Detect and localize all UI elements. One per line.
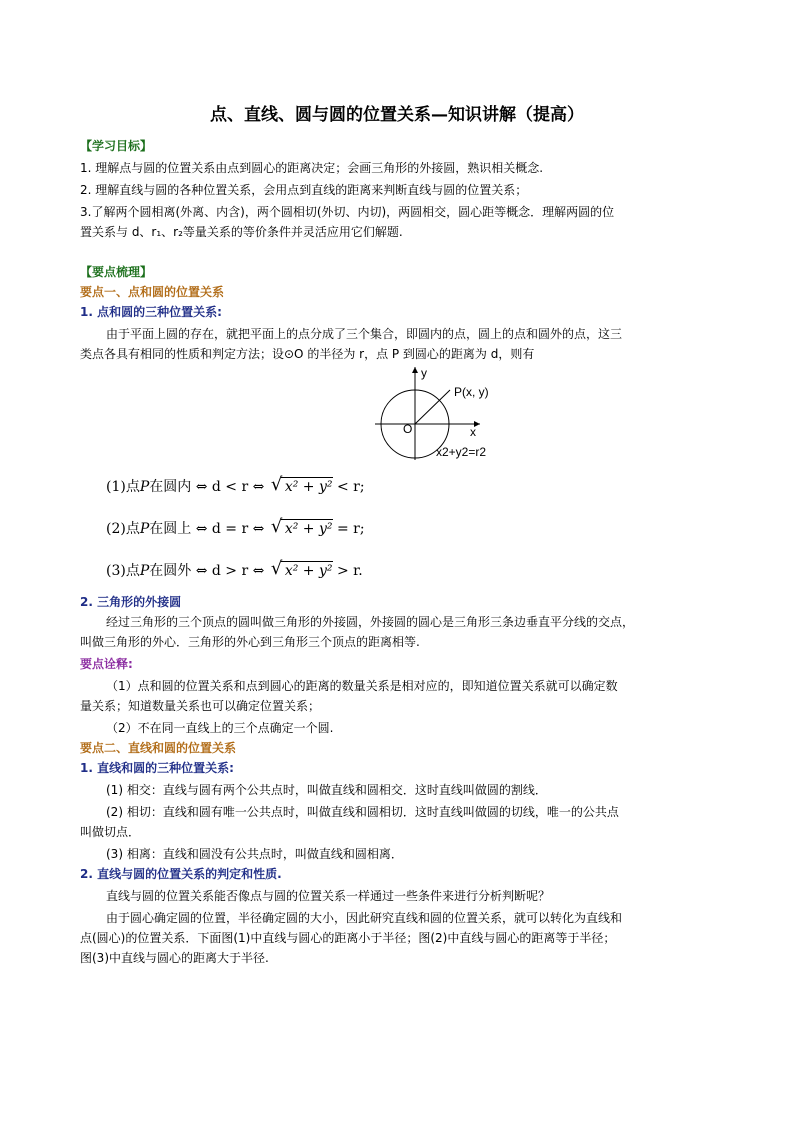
formula-on-point: P: [139, 521, 150, 537]
diagram-x-label: x: [470, 425, 476, 439]
sqrt-expression: √ x² + y²: [270, 474, 333, 495]
diagram-equation-label: x2+y2=r2: [436, 445, 487, 459]
formula-inside-relation: ⇔ d < r ⇔: [195, 479, 265, 495]
page-title: 点、直线、圆与圆的位置关系—知识讲解（提高）: [210, 105, 584, 125]
section2-para2-line3: 图(3)中直线与圆心的距离大于半径.: [80, 951, 269, 965]
formula-outside-relation: ⇔ d > r ⇔: [195, 563, 265, 579]
goal-item-1: 1. 理解点与圆的位置关系由点到圆心的距离决定；会画三角形的外接圆，熟识相关概念.: [80, 161, 544, 175]
formula-outside: [106, 560, 363, 582]
section2-sub2: 2. 直线与圆的位置关系的判定和性质.: [80, 867, 282, 881]
section2-item3: (3) 相离：直线和圆没有公共点时，叫做直线和圆相离．: [106, 847, 403, 861]
section2-sub1: 1. 直线和圆的三种位置关系:: [80, 761, 234, 775]
section2-para2-line2: 点(圆心)的位置关系．下面图(1)中直线与圆心的距离小于半径；图(2)中直线与圆心的距离等于半径；: [80, 931, 616, 945]
sqrt-expression: √ x² + y²: [270, 516, 333, 537]
sqrt-expression: √ x² + y²: [270, 558, 333, 579]
formula-inside-tail: < r;: [336, 479, 365, 495]
formula-on-place: 在圆上: [149, 521, 192, 537]
formula-outside-place: 在圆外: [149, 563, 192, 579]
section2-title: 要点二、直线和圆的位置关系: [80, 741, 237, 755]
formula-on-tail: = r;: [336, 521, 365, 537]
formula-on: [106, 518, 365, 540]
goal-item-2: 2. 理解直线与圆的各种位置关系，会用点到直线的距离来判断直线与圆的位置关系；: [80, 183, 528, 197]
formula-outside-prefix: (3)点: [106, 563, 140, 579]
formula-inside-prefix: (1)点: [106, 479, 140, 495]
section1-sub2-line2: 叫做三角形的外心．三角形的外心到三角形三个顶点的距离相等.: [80, 635, 420, 649]
formula-inside: [106, 476, 365, 498]
note-2: （2）不在同一直线上的三个点确定一个圆.: [106, 721, 334, 735]
diagram-point-label: P(x, y): [454, 385, 489, 399]
section2-item2-line2: 叫做切点．: [80, 825, 141, 839]
note-1-line1: （1）点和圆的位置关系和点到圆心的距离的数量关系是相对应的，即知道位置关系就可以确定数: [106, 679, 618, 693]
section1-para-line1: 由于平面上圆的存在，就把平面上的点分成了三个集合，即圆内的点，圆上的点和圆外的点，这三: [106, 327, 623, 341]
formula-outside-tail: > r.: [336, 563, 363, 579]
note-title: 要点诠释:: [80, 657, 133, 671]
note-1-line2: 量关系；知道数量关系也可以确定位置关系；: [80, 699, 321, 713]
formula-on-relation: ⇔ d = r ⇔: [195, 521, 265, 537]
formula-inside-point: P: [139, 479, 150, 495]
section2-item2-line1: (2) 相切：直线和圆有唯一公共点时，叫做直线和圆相切．这时直线叫做圆的切线，唯一的公共点: [106, 805, 619, 819]
formula-outside-point: P: [139, 563, 150, 579]
formula-inside-place: 在圆内: [149, 479, 192, 495]
goal-item-3-line2: 置关系与 d、r₁、r₂等量关系的等价条件并灵活应用它们解题.: [80, 225, 403, 239]
circle-diagram: [370, 362, 520, 462]
section1-sub2-line1: 经过三角形的三个顶点的圆叫做三角形的外接圆，外接圆的圆心是三角形三条边垂直平分线的交点，: [106, 615, 635, 629]
diagram-origin-label: O: [403, 422, 413, 436]
goal-item-3-line1: 3.了解两个圆相离(外离、内含)，两个圆相切(外切、内切)，两圆相交，圆心距等概念．理解两圆的位: [80, 205, 615, 219]
section1-para-line2: 类点各具有相同的性质和判定方法；设⊙O 的半径为 r，点 P 到圆心的距离为 d，则有: [80, 347, 535, 361]
formula-on-prefix: (2)点: [106, 521, 140, 537]
section1-sub2: 2. 三角形的外接圆: [80, 595, 182, 609]
section2-para2-line1: 由于圆心确定圆的位置，半径确定圆的大小，因此研究直线和圆的位置关系，就可以转化为直线和: [106, 911, 623, 925]
section2-item1: (1) 相交：直线与圆有两个公共点时，叫做直线和圆相交．这时直线叫做圆的割线．: [106, 783, 547, 797]
section1-sub1: 1. 点和圆的三种位置关系:: [80, 305, 222, 319]
goals-heading: 【学习目标】: [80, 139, 153, 153]
section1-title: 要点一、点和圆的位置关系: [80, 285, 225, 299]
points-heading: 【要点梳理】: [80, 265, 153, 279]
section2-para1: 直线与圆的位置关系能否像点与圆的位置关系一样通过一些条件来进行分析判断呢？: [106, 889, 551, 903]
diagram-y-label: y: [421, 366, 427, 380]
